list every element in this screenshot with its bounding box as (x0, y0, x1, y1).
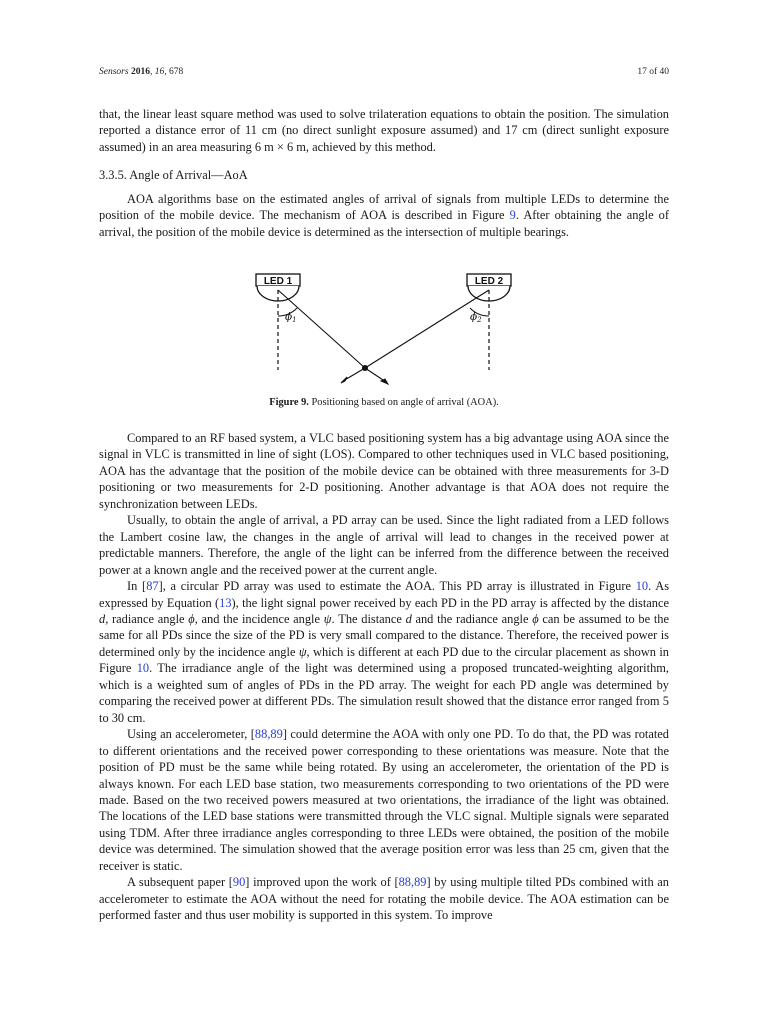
bearing-ray-2 (365, 290, 489, 368)
paragraph-pd-array: Usually, to obtain the angle of arrival, a PD array can be used. Since the light radiated from a LED follows the Lambert cosine law, the changes in the angle of arrival will lead to changes in the received power at predictable manners. Therefore, the angle of the light can be inferred from the difference between the received power at a known angle and the received power at the current angle. (99, 513, 669, 577)
figure-10-link-2[interactable]: 10 (136, 661, 150, 676)
phi-2-label: ϕ2 (470, 311, 482, 324)
paragraph-circular-array: In [87], a circular PD array was used to estimate the AOA. This PD array is illustrated in Figure 10. As expressed by Equation (13), the light signal power received by each PD in the PD array is affected by the distance d, radiance angle ϕ, and the incidence angle ψ. The distance d and the radiance angle ϕ can be assumed to be the same for all PDs since the size of the PD is very small compared to the distance. Therefore, the received power is determined only by the incidence angle ψ, which is different at each PD due to the circular placement as shown in Figure 10. The irradiance angle of the light was determined using a proposed truncated-weighting algorithm, which is a weighted sum of angles of PDs in the PD array. The weight for each PD angle was determined by comparing the received power at different PDs. The simulation result showed that the distance error ranged from 5 to 30 cm. (99, 579, 670, 725)
main-body-text (99, 430, 669, 924)
figure-9-diagram (250, 268, 520, 390)
journal-name: Sensors (99, 67, 129, 77)
led-1-label: LED 1 (263, 276, 293, 287)
ref-88-89-link-2[interactable]: 88,89 (398, 875, 427, 890)
led-2 (467, 274, 511, 301)
article-number: 678 (168, 67, 184, 77)
running-header-citation: Sensors 2016, 16, 678 (99, 67, 184, 77)
equation-13-link[interactable]: 13 (219, 595, 232, 610)
aoa-paragraph: AOA algorithms base on the estimated angles of arrival of signals from multiple LEDs to determine the position of the mobile device. The mechanism of AOA is described in Figure 9. After obtaining the angle of arrival, the position of the mobile device is determined as the intersection of multiple bearings. (99, 192, 669, 239)
led-2-label: LED 2 (474, 276, 504, 287)
mobile-device-position (362, 365, 368, 371)
paragraph-compare: Compared to an RF based system, a VLC based positioning system has a big advantage using AOA since the signal in VLC is transmitted in line of sight (LOS). Compared to other techniques used in VLC based positioning, AOA has the advantage that the position of the mobile device can be obtained with three measurements for 3-D positioning or two measurements for 2-D positioning. Another advantage is that AOA does not require the synchronization between LEDs. (99, 431, 669, 511)
phi-1-label: ϕ1 (285, 311, 297, 324)
journal-year: 2016 (130, 67, 150, 77)
arrow-left-head (341, 377, 347, 383)
bearing-ray-1 (278, 290, 365, 368)
led-1 (256, 274, 300, 301)
section-heading: 3.3.5. Angle of Arrival—AoA (99, 168, 248, 182)
paragraph-subsequent: A subsequent paper [90] improved upon the work of [88,89] by using multiple tilted PDs combined with an accelerometer to estimate the AOA without the need for rotating the mobile device. The AOA estimation can be performed faster and thus user mobility is supported in this system. To improve (99, 875, 669, 923)
journal-volume: 16 (154, 67, 165, 77)
ref-88-89-link[interactable]: 88,89 (254, 727, 283, 742)
intro-paragraph: that, the linear least square method was used to solve trilateration equations to obtain the position. The simulation reported a distance error of 11 cm (no direct sunlight exposure assumed) and 17 cm (direct sunlight exposure assumed) in an area measuring 6 m × 6 m, achieved by this method. (99, 107, 669, 154)
figure-9-caption: Figure 9. Positioning based on angle of arrival (AOA). (269, 397, 499, 408)
page-number: 17 of 40 (637, 67, 669, 77)
paragraph-accelerometer: Using an accelerometer, [88,89] could determine the AOA with only one PD. To do that, the PD was rotated to different orientations and the received power corresponding to these orientations was measure. Note that the position of PD must be the same while being rotated. By using an accelerometer, the orientation of the PD is always known. For each LED base station, two measurements corresponding to two orientations of the PD were made. Based on the two received powers measured at two orientations, the irradiance of the light was obtained. The locations of the LED base stations were transmitted through the VLC signal. Multiple signals were separated using TDM. After three irradiance angles corresponding to three LEDs were obtained, the position of the mobile device was determined. The simulation showed that the average position error was less than 25 cm, given that the receiver is static. (99, 727, 669, 873)
ref-87-link[interactable]: 87 (146, 579, 159, 594)
figure-9-link[interactable]: 9 (509, 208, 516, 223)
ref-90-link[interactable]: 90 (232, 875, 246, 890)
figure-10-link[interactable]: 10 (635, 579, 649, 594)
